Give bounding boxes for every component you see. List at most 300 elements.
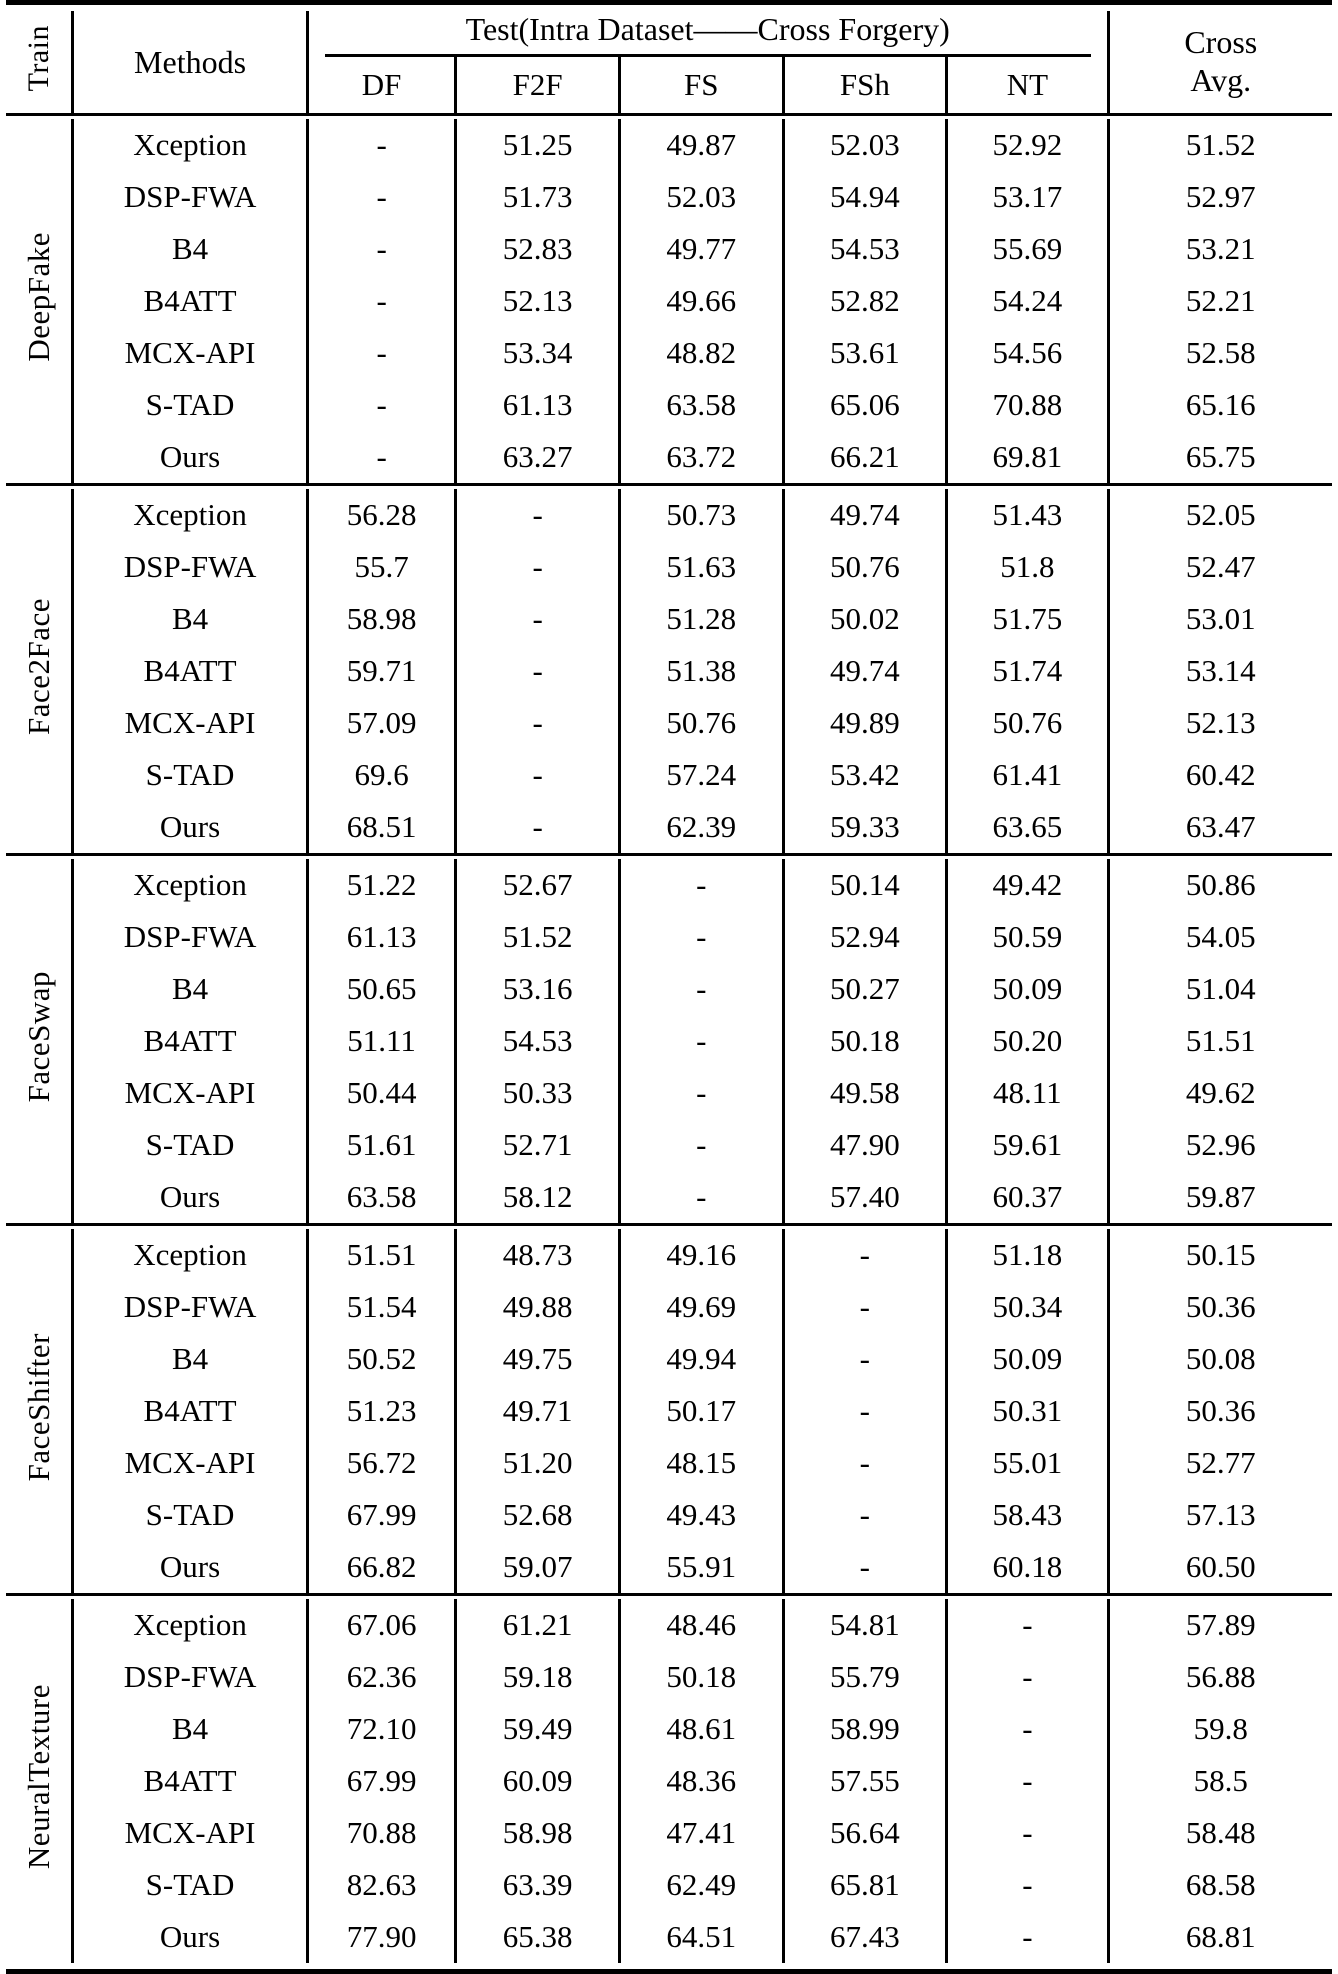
cell-value: 51.8 xyxy=(1000,549,1055,584)
cell-value: 53.16 xyxy=(502,971,573,1006)
cell-value: 50.20 xyxy=(992,1023,1063,1058)
cell-value: - xyxy=(376,179,387,214)
cell-nt xyxy=(947,1119,1108,1171)
cell-value: 51.04 xyxy=(1185,971,1256,1006)
cell-value: 66.21 xyxy=(829,439,900,474)
header-sub-df xyxy=(307,57,456,115)
cell-f2f xyxy=(456,1599,620,1651)
cell-fs xyxy=(619,645,783,697)
cell-fs xyxy=(619,697,783,749)
cell-value: 50.33 xyxy=(502,1075,573,1110)
cell-f2f xyxy=(456,1385,620,1437)
cell-f2f xyxy=(456,911,620,963)
cell-value: 51.20 xyxy=(502,1445,573,1480)
cell-value: 70.88 xyxy=(346,1815,417,1850)
group-label-face2face xyxy=(6,489,73,855)
cell-fsh xyxy=(783,1599,947,1651)
cell-fs xyxy=(619,1281,783,1333)
cell-value: 60.42 xyxy=(1185,757,1256,792)
cell-nt xyxy=(947,911,1108,963)
cell-df xyxy=(307,119,456,171)
cell-f2f xyxy=(456,1119,620,1171)
cell-value: 51.22 xyxy=(346,867,417,902)
cell-value: 69.81 xyxy=(992,439,1063,474)
cell-value: - xyxy=(859,1445,870,1480)
cell-value: - xyxy=(696,1023,707,1058)
method-name xyxy=(73,1015,308,1067)
group-label-faceshifter xyxy=(6,1229,73,1595)
cell-fs xyxy=(619,1229,783,1281)
cell-value: 69.6 xyxy=(354,757,409,792)
cell-value: 48.11 xyxy=(993,1075,1062,1110)
method-name xyxy=(73,963,308,1015)
cell-fs xyxy=(619,1859,783,1911)
cell-value: 52.71 xyxy=(502,1127,573,1162)
cell-value: 51.23 xyxy=(346,1393,417,1428)
cell-df xyxy=(307,1281,456,1333)
cell-value: - xyxy=(696,867,707,902)
cell-value: - xyxy=(532,601,543,636)
header-sub-df-label: DF xyxy=(361,67,402,102)
cell-value: 66.82 xyxy=(346,1549,417,1584)
cell-value: 57.24 xyxy=(666,757,737,792)
cell-fs xyxy=(619,1489,783,1541)
method-name xyxy=(73,1703,308,1755)
method-name xyxy=(73,119,308,171)
cell-fsh xyxy=(783,911,947,963)
cell-f2f xyxy=(456,1541,620,1595)
cell-value: 58.5 xyxy=(1193,1763,1248,1798)
cell-value: 65.38 xyxy=(502,1919,573,1954)
cell-cross-avg xyxy=(1108,223,1332,275)
cell-fs xyxy=(619,1703,783,1755)
cell-nt xyxy=(947,801,1108,855)
cell-f2f xyxy=(456,1333,620,1385)
cell-value: 55.7 xyxy=(354,549,409,584)
cell-value: - xyxy=(1022,1867,1033,1902)
method-label: B4 xyxy=(171,601,209,636)
cell-cross-avg xyxy=(1108,379,1332,431)
cell-value: 54.24 xyxy=(992,283,1063,318)
cell-cross-avg xyxy=(1108,541,1332,593)
cell-value: 67.99 xyxy=(346,1763,417,1798)
top-rule xyxy=(6,3,1332,12)
cell-value: 49.16 xyxy=(666,1237,737,1272)
cell-fsh xyxy=(783,1489,947,1541)
method-name xyxy=(73,1911,308,1963)
cell-fsh xyxy=(783,1437,947,1489)
cell-fsh xyxy=(783,1229,947,1281)
cell-value: 68.81 xyxy=(1185,1919,1256,1954)
cell-df xyxy=(307,1171,456,1225)
method-label: Ours xyxy=(159,1919,221,1954)
cell-cross-avg xyxy=(1108,1807,1332,1859)
cell-fs xyxy=(619,327,783,379)
cell-f2f xyxy=(456,1437,620,1489)
cell-value: - xyxy=(1022,1919,1033,1954)
cell-value: 49.62 xyxy=(1185,1075,1256,1110)
method-label: Xception xyxy=(133,1607,247,1642)
cell-value: 50.73 xyxy=(666,497,737,532)
cell-df xyxy=(307,1229,456,1281)
cell-value: 50.65 xyxy=(346,971,417,1006)
cell-df xyxy=(307,593,456,645)
cell-cross-avg xyxy=(1108,1859,1332,1911)
cell-value: 50.09 xyxy=(992,1341,1063,1376)
group-label-text: NeuralTexture xyxy=(20,1684,56,1870)
cell-value: 65.06 xyxy=(829,387,900,422)
cell-fs xyxy=(619,749,783,801)
cell-fs xyxy=(619,1599,783,1651)
cell-fs xyxy=(619,1015,783,1067)
cell-cross-avg xyxy=(1108,1015,1332,1067)
cell-value: 60.18 xyxy=(992,1549,1063,1584)
cell-value: 55.79 xyxy=(829,1659,900,1694)
cell-cross-avg xyxy=(1108,1229,1332,1281)
cell-f2f xyxy=(456,1703,620,1755)
cell-value: 49.69 xyxy=(666,1289,737,1324)
cell-fsh xyxy=(783,1807,947,1859)
group-label-text: Face2Face xyxy=(20,598,56,736)
cell-df xyxy=(307,1755,456,1807)
method-name xyxy=(73,223,308,275)
method-label: DSP-FWA xyxy=(123,919,257,954)
method-label: Xception xyxy=(133,497,247,532)
cell-value: 52.77 xyxy=(1185,1445,1256,1480)
cell-value: 55.91 xyxy=(666,1549,737,1584)
method-label: Ours xyxy=(159,1179,221,1214)
cell-value: 48.15 xyxy=(666,1445,737,1480)
cell-fs xyxy=(619,859,783,911)
method-name xyxy=(73,1385,308,1437)
cell-value: 51.28 xyxy=(666,601,737,636)
cell-value: 50.76 xyxy=(666,705,737,740)
cell-fsh xyxy=(783,697,947,749)
cell-value: - xyxy=(859,1497,870,1532)
cell-value: 57.89 xyxy=(1185,1607,1256,1642)
cell-value: - xyxy=(532,809,543,844)
cell-nt xyxy=(947,327,1108,379)
cell-df xyxy=(307,1385,456,1437)
cell-cross-avg xyxy=(1108,1437,1332,1489)
method-name xyxy=(73,1437,308,1489)
cell-fsh xyxy=(783,1067,947,1119)
cell-value: 59.49 xyxy=(502,1711,573,1746)
cell-value: 54.56 xyxy=(992,335,1063,370)
method-name xyxy=(73,1067,308,1119)
header-sub-fsh xyxy=(783,57,947,115)
cell-cross-avg xyxy=(1108,1171,1332,1225)
cell-nt xyxy=(947,1541,1108,1595)
cell-value: 52.03 xyxy=(666,179,737,214)
cell-value: - xyxy=(696,1075,707,1110)
cell-value: 49.89 xyxy=(829,705,900,740)
cell-value: 52.13 xyxy=(502,283,573,318)
cell-value: 50.86 xyxy=(1185,867,1256,902)
method-label: DSP-FWA xyxy=(123,1289,257,1324)
cell-cross-avg xyxy=(1108,1755,1332,1807)
cell-value: 63.58 xyxy=(666,387,737,422)
cell-value: 59.61 xyxy=(992,1127,1063,1162)
method-label: MCX-API xyxy=(124,1445,256,1480)
cell-value: 59.71 xyxy=(346,653,417,688)
header-sub-f2f-label: F2F xyxy=(512,67,563,102)
method-name xyxy=(73,275,308,327)
cell-value: 52.96 xyxy=(1185,1127,1256,1162)
cell-fs xyxy=(619,1911,783,1963)
cell-df xyxy=(307,697,456,749)
cell-fsh xyxy=(783,275,947,327)
cell-value: 59.87 xyxy=(1185,1179,1256,1214)
cell-value: 53.01 xyxy=(1185,601,1256,636)
cell-cross-avg xyxy=(1108,1599,1332,1651)
cell-value: 58.12 xyxy=(502,1179,573,1214)
header-test-span-label: Test(Intra Dataset——Cross Forgery) xyxy=(325,11,1091,57)
cell-value: 50.52 xyxy=(346,1341,417,1376)
cell-fsh xyxy=(783,171,947,223)
method-label: S-TAD xyxy=(145,1127,235,1162)
cell-value: 49.88 xyxy=(502,1289,573,1324)
cell-value: 50.15 xyxy=(1185,1237,1256,1272)
method-name xyxy=(73,1755,308,1807)
cell-df xyxy=(307,1651,456,1703)
cell-value: 72.10 xyxy=(346,1711,417,1746)
cell-fs xyxy=(619,1755,783,1807)
cell-value: 54.53 xyxy=(502,1023,573,1058)
cell-nt xyxy=(947,1229,1108,1281)
cell-value: 65.16 xyxy=(1185,387,1256,422)
cell-nt xyxy=(947,379,1108,431)
method-label: S-TAD xyxy=(145,387,235,422)
cell-fsh xyxy=(783,593,947,645)
cell-nt xyxy=(947,593,1108,645)
header-cross-avg xyxy=(1108,11,1332,115)
cell-value: - xyxy=(696,919,707,954)
method-name xyxy=(73,645,308,697)
cell-cross-avg xyxy=(1108,171,1332,223)
cell-value: 52.67 xyxy=(502,867,573,902)
cell-fsh xyxy=(783,1651,947,1703)
cell-cross-avg xyxy=(1108,911,1332,963)
cell-value: - xyxy=(696,1179,707,1214)
method-label: MCX-API xyxy=(124,705,256,740)
cell-value: 57.55 xyxy=(829,1763,900,1798)
method-label: MCX-API xyxy=(124,1075,256,1110)
cell-value: 54.94 xyxy=(829,179,900,214)
cell-value: 60.09 xyxy=(502,1763,573,1798)
cell-f2f xyxy=(456,963,620,1015)
cell-value: - xyxy=(859,1341,870,1376)
cell-f2f xyxy=(456,859,620,911)
cell-value: 51.63 xyxy=(666,549,737,584)
cell-value: - xyxy=(1022,1607,1033,1642)
cell-value: 58.99 xyxy=(829,1711,900,1746)
cell-cross-avg xyxy=(1108,1911,1332,1963)
cell-value: 53.17 xyxy=(992,179,1063,214)
cell-value: 67.99 xyxy=(346,1497,417,1532)
cell-f2f xyxy=(456,1489,620,1541)
method-label: B4ATT xyxy=(143,1393,237,1428)
cell-value: 82.63 xyxy=(346,1867,417,1902)
cell-value: - xyxy=(376,231,387,266)
cell-cross-avg xyxy=(1108,119,1332,171)
cell-df xyxy=(307,1807,456,1859)
method-name xyxy=(73,171,308,223)
cell-value: 63.58 xyxy=(346,1179,417,1214)
method-name xyxy=(73,593,308,645)
cell-value: 59.33 xyxy=(829,809,900,844)
cell-fs xyxy=(619,1333,783,1385)
cell-fs xyxy=(619,489,783,541)
cell-nt xyxy=(947,1015,1108,1067)
cell-value: 48.36 xyxy=(666,1763,737,1798)
cell-nt xyxy=(947,1385,1108,1437)
cell-value: 48.73 xyxy=(502,1237,573,1272)
cell-cross-avg xyxy=(1108,1385,1332,1437)
cell-fs xyxy=(619,1171,783,1225)
cell-value: 50.18 xyxy=(829,1023,900,1058)
method-name xyxy=(73,749,308,801)
cell-value: 61.21 xyxy=(502,1607,573,1642)
cell-nt xyxy=(947,1651,1108,1703)
group-label-text: FaceSwap xyxy=(20,971,56,1103)
cell-df xyxy=(307,1437,456,1489)
cell-fs xyxy=(619,1807,783,1859)
cell-f2f xyxy=(456,749,620,801)
cell-value: - xyxy=(1022,1659,1033,1694)
cell-value: 53.14 xyxy=(1185,653,1256,688)
cell-fsh xyxy=(783,1703,947,1755)
cell-value: 49.58 xyxy=(829,1075,900,1110)
cell-df xyxy=(307,1333,456,1385)
cell-fsh xyxy=(783,749,947,801)
cell-nt xyxy=(947,171,1108,223)
cell-fsh xyxy=(783,859,947,911)
cell-value: 63.39 xyxy=(502,1867,573,1902)
cell-value: 54.53 xyxy=(829,231,900,266)
cell-value: 61.13 xyxy=(346,919,417,954)
cell-value: 62.49 xyxy=(666,1867,737,1902)
method-name xyxy=(73,489,308,541)
cell-value: 51.18 xyxy=(992,1237,1063,1272)
cell-fsh xyxy=(783,801,947,855)
cell-value: 58.48 xyxy=(1185,1815,1256,1850)
cell-value: 47.41 xyxy=(666,1815,737,1850)
cell-df xyxy=(307,171,456,223)
cell-value: - xyxy=(696,971,707,1006)
cell-value: 56.64 xyxy=(829,1815,900,1850)
cell-fs xyxy=(619,801,783,855)
cell-value: 49.43 xyxy=(666,1497,737,1532)
cell-df xyxy=(307,431,456,485)
cell-f2f xyxy=(456,171,620,223)
cell-fsh xyxy=(783,431,947,485)
cell-value: 58.43 xyxy=(992,1497,1063,1532)
cell-fsh xyxy=(783,1755,947,1807)
cell-value: 51.75 xyxy=(992,601,1063,636)
cell-f2f xyxy=(456,1859,620,1911)
group-label-deepfake xyxy=(6,119,73,485)
cell-value: 48.46 xyxy=(666,1607,737,1642)
cell-value: 50.08 xyxy=(1185,1341,1256,1376)
method-label: DSP-FWA xyxy=(123,549,257,584)
cell-value: 60.37 xyxy=(992,1179,1063,1214)
cell-value: 62.36 xyxy=(346,1659,417,1694)
cell-df xyxy=(307,1859,456,1911)
method-name xyxy=(73,431,308,485)
method-name xyxy=(73,1281,308,1333)
cell-value: 63.72 xyxy=(666,439,737,474)
cell-value: 51.52 xyxy=(1185,127,1256,162)
cell-value: - xyxy=(1022,1815,1033,1850)
cell-cross-avg xyxy=(1108,749,1332,801)
cell-fs xyxy=(619,171,783,223)
cell-value: - xyxy=(532,549,543,584)
cell-value: - xyxy=(859,1549,870,1584)
cell-nt xyxy=(947,749,1108,801)
header-sub-nt xyxy=(947,57,1108,115)
cell-nt xyxy=(947,1703,1108,1755)
method-name xyxy=(73,327,308,379)
cell-value: 52.94 xyxy=(829,919,900,954)
cell-cross-avg xyxy=(1108,801,1332,855)
cell-value: - xyxy=(376,335,387,370)
cell-value: 68.51 xyxy=(346,809,417,844)
cell-f2f xyxy=(456,645,620,697)
cell-value: - xyxy=(859,1237,870,1272)
method-name xyxy=(73,1333,308,1385)
cell-cross-avg xyxy=(1108,1703,1332,1755)
method-label: B4 xyxy=(171,971,209,1006)
method-label: Ours xyxy=(159,809,221,844)
cell-value: 54.05 xyxy=(1185,919,1256,954)
cell-f2f xyxy=(456,1281,620,1333)
cell-value: 49.94 xyxy=(666,1341,737,1376)
cell-value: 57.13 xyxy=(1185,1497,1256,1532)
header-cross-avg-line2: Avg. xyxy=(1190,62,1252,98)
cell-value: 50.59 xyxy=(992,919,1063,954)
cell-value: 56.88 xyxy=(1185,1659,1256,1694)
cell-value: 51.11 xyxy=(347,1023,416,1058)
cell-value: - xyxy=(1022,1763,1033,1798)
cell-value: 50.76 xyxy=(829,549,900,584)
group-label-neuraltexture xyxy=(6,1599,73,1963)
header-methods xyxy=(73,11,308,115)
method-label: MCX-API xyxy=(124,1815,256,1850)
cell-value: - xyxy=(376,283,387,318)
header-methods-label: Methods xyxy=(134,43,247,80)
cell-value: 67.06 xyxy=(346,1607,417,1642)
cell-fsh xyxy=(783,1281,947,1333)
cell-fsh xyxy=(783,963,947,1015)
cell-value: 58.98 xyxy=(346,601,417,636)
cell-value: - xyxy=(696,1127,707,1162)
cell-cross-avg xyxy=(1108,1541,1332,1595)
cell-value: 59.18 xyxy=(502,1659,573,1694)
cell-value: 53.34 xyxy=(502,335,573,370)
cell-value: 48.82 xyxy=(666,335,737,370)
cell-value: 53.42 xyxy=(829,757,900,792)
cell-f2f xyxy=(456,801,620,855)
cell-df xyxy=(307,1067,456,1119)
cell-cross-avg xyxy=(1108,1119,1332,1171)
header-train-label: Train xyxy=(21,24,55,92)
cell-value: 57.09 xyxy=(346,705,417,740)
cell-value: 49.75 xyxy=(502,1341,573,1376)
cell-cross-avg xyxy=(1108,431,1332,485)
cell-value: 50.09 xyxy=(992,971,1063,1006)
cell-cross-avg xyxy=(1108,697,1332,749)
